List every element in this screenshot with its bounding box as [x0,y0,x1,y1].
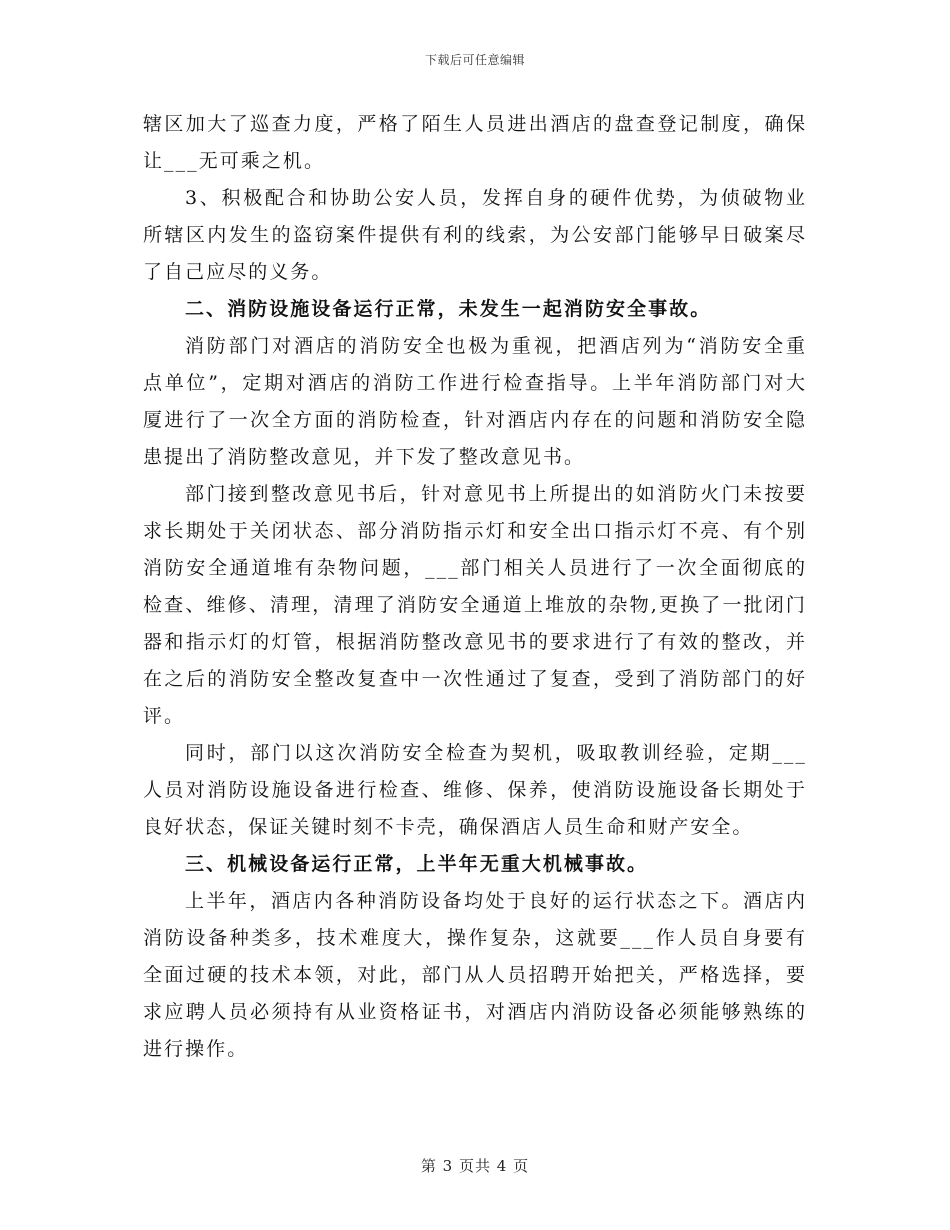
document-body [143,106,807,1068]
paragraph-rectification: 部门接到整改意见书后，针对意见书上所提出的如消防火门未按要求长期处于关闭状态、部分消防指示灯和安全出口指示灯不亮、有个别消防安全通道堆有杂物问题，___部门相关人员进行了一次全面彻底的检查、维修、清理，清理了消防安全通道上堆放的杂物,更换了一批闭门器和指示灯的灯管，根据消防整改意见书的要求进行了有效的整改，并在之后的消防安全整改复查中一次性通过了复查，受到了消防部门的好评。 [143,483,807,727]
paragraph-police-cooperation: 3、积极配合和协助公安人员，发挥自身的硬件优势，为侦破物业所辖区内发生的盗窃案件提供有利的线索，为公安部门能够早日破案尽了自己应尽的义务。 [143,187,807,283]
paragraph-fire-inspection: 消防部门对酒店的消防安全也极为重视，把酒店列为“消防安全重点单位”，定期对酒店的消防工作进行检查指导。上半年消防部门对大厦进行了一次全方面的消防检查，针对酒店内存在的问题和消防安全隐患提出了消防整改意见，并下发了整改意见书。 [143,335,807,468]
page-number: 第 3 页共 4 页 [420,1157,530,1175]
page-header: 下载后可任意编辑 [424,53,525,67]
paragraph-maintenance: 同时，部门以这次消防安全检查为契机，吸取教训经验，定期___人员对消防设施设备进行检查、维修、保养，使消防设施设备长期处于良好状态，保证关键时刻不卡壳，确保酒店人员生命和财产安全。 [143,742,807,838]
paragraph-patrol: 辖区加大了巡查力度，严格了陌生人员进出酒店的盘查登记制度，确保让___无可乘之机。 [143,113,807,172]
section-heading-fire-safety: 二、消防设施设备运行正常，未发生一起消防安全事故。 [185,298,712,320]
section-heading-machinery: 三、机械设备运行正常，上半年无重大机械事故。 [185,853,649,875]
paragraph-equipment-operation: 上半年，酒店内各种消防设备均处于良好的运行状态之下。酒店内消防设备种类多，技术难度大，操作复杂，这就要___作人员自身要有全面过硬的技术本领，对此，部门从人员招聘开始把关，严格选择，要求应聘人员必须持有从业资格证书，对酒店内消防设备必须能够熟练的进行操作。 [143,890,807,1060]
